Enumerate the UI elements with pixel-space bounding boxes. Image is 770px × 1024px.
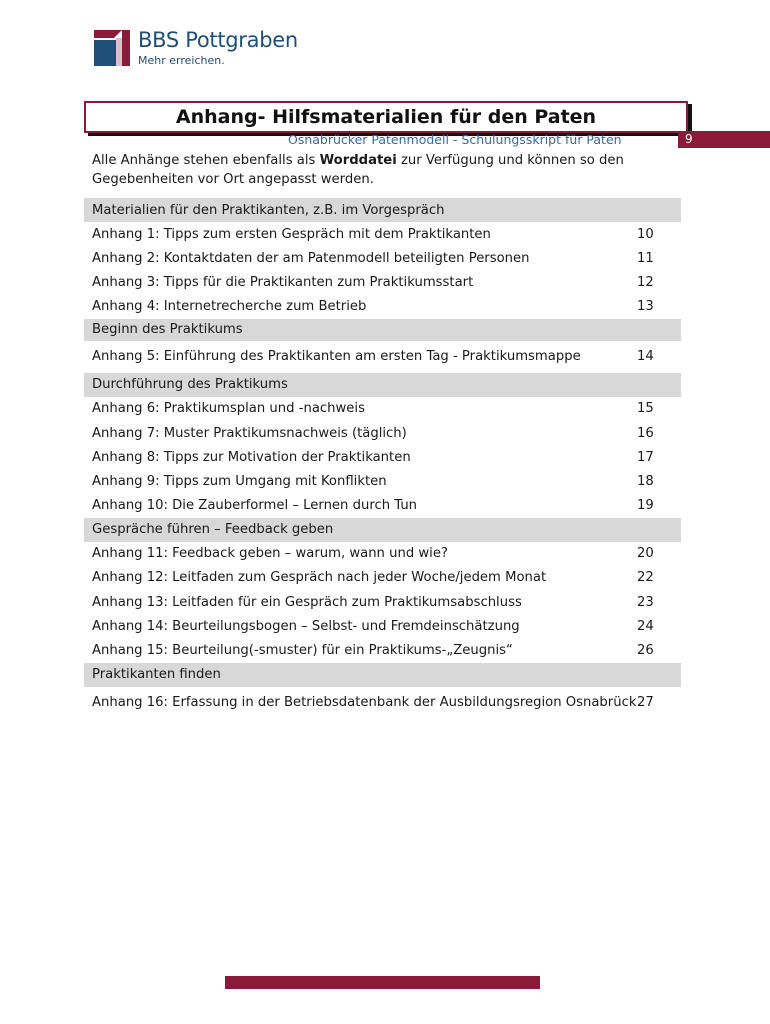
appendix-label: Anhang 3: Tipps für die Praktikanten zum Praktikumsstart	[92, 274, 474, 290]
table-row	[84, 590, 681, 614]
intro-bold-word: Worddatei	[319, 153, 397, 168]
appendix-label: Anhang 1: Tipps zum ersten Gespräch mit dem Praktikanten	[92, 226, 491, 242]
title-box	[84, 101, 688, 133]
table-row	[84, 445, 681, 469]
appendix-page: 10	[637, 226, 654, 242]
appendix-label: Anhang 15: Beurteilung(-smuster) für ein Praktikums-„Zeugnis“	[92, 643, 513, 659]
appendix-page: 16	[637, 425, 654, 441]
section-row	[84, 198, 681, 222]
appendix-label: Anhang 5: Einführung des Praktikanten am ersten Tag - Praktikumsmappe	[92, 349, 581, 365]
running-header: Osnabrücker Patenmodell - Schulungsskript für Paten	[288, 132, 622, 147]
appendix-page: 22	[637, 570, 654, 586]
logo-mark-icon	[90, 28, 130, 66]
intro-text-after: zur Verfügung und können so den Gegebenheiten vor Ort angepasst werden.	[92, 153, 624, 187]
section-label: Durchführung des Praktikums	[92, 377, 288, 393]
appendix-label: Anhang 10: Die Zauberformel – Lernen durch Tun	[92, 498, 418, 514]
appendix-label: Anhang 7: Muster Praktikumsnachweis (täglich)	[92, 425, 407, 441]
appendix-label: Anhang 12: Leitfaden zum Gespräch nach jeder Woche/jedem Monat	[92, 570, 547, 586]
appendix-label: Anhang 16: Erfassung in der Betriebsdatenbank der Ausbildungsregion Osnabrück	[92, 695, 637, 711]
appendix-page: 24	[637, 618, 654, 634]
appendix-label: Anhang 9: Tipps zum Umgang mit Konflikten	[92, 473, 387, 489]
table-row	[84, 222, 681, 246]
table-row	[84, 687, 681, 719]
appendix-label: Anhang 2: Kontaktdaten der am Patenmodell beteiligten Personen	[92, 250, 530, 266]
appendix-table	[84, 198, 681, 719]
section-label: Beginn des Praktikums	[92, 322, 243, 338]
logo-tagline: Mehr erreichen.	[138, 54, 225, 67]
section-label: Gespräche führen – Feedback geben	[92, 522, 334, 538]
table-row	[84, 638, 681, 662]
appendix-page: 14	[637, 349, 654, 365]
page-number-badge: 9	[678, 131, 770, 148]
appendix-label: Anhang 11: Feedback geben – warum, wann und wie?	[92, 546, 448, 562]
logo-name: BBS Pottgraben	[138, 28, 298, 52]
table-row	[84, 341, 681, 373]
table-row	[84, 246, 681, 270]
appendix-page: 11	[637, 250, 654, 266]
appendix-page: 20	[637, 546, 654, 562]
page-title: Anhang- Hilfsmaterialien für den Paten	[175, 106, 597, 128]
section-row	[84, 373, 681, 397]
appendix-label: Anhang 14: Beurteilungsbogen – Selbst- und Fremdeinschätzung	[92, 618, 520, 634]
intro-text-before: Alle Anhänge stehen ebenfalls als	[92, 153, 320, 168]
section-row	[84, 319, 681, 341]
appendix-page: 12	[637, 274, 654, 290]
table-row	[84, 421, 681, 445]
appendix-page: 15	[637, 401, 654, 417]
appendix-page: 23	[637, 594, 654, 610]
table-row	[84, 295, 681, 319]
appendix-page: 26	[637, 643, 654, 659]
appendix-page: 17	[637, 449, 654, 465]
section-label: Materialien für den Praktikanten, z.B. im Vorgespräch	[92, 202, 445, 218]
table-row	[84, 494, 681, 518]
appendix-page: 18	[637, 473, 654, 489]
appendix-label: Anhang 8: Tipps zur Motivation der Praktikanten	[92, 449, 411, 465]
appendix-page: 27	[637, 695, 654, 711]
intro-paragraph	[92, 151, 682, 189]
table-row	[84, 566, 681, 590]
table-row	[84, 270, 681, 294]
table-row	[84, 614, 681, 638]
footer-bar	[225, 976, 540, 989]
section-label: Praktikanten finden	[92, 667, 221, 683]
section-row	[84, 518, 681, 542]
table-row	[84, 542, 681, 566]
school-logo	[90, 28, 320, 70]
appendix-page: 13	[637, 299, 654, 315]
appendix-label: Anhang 6: Praktikumsplan und -nachweis	[92, 401, 365, 417]
table-row	[84, 397, 681, 421]
appendix-page: 19	[637, 498, 654, 514]
appendix-label: Anhang 4: Internetrecherche zum Betrieb	[92, 299, 367, 315]
appendix-label: Anhang 13: Leitfaden für ein Gespräch zum Praktikumsabschluss	[92, 594, 522, 610]
section-row	[84, 663, 681, 687]
table-row	[84, 469, 681, 493]
